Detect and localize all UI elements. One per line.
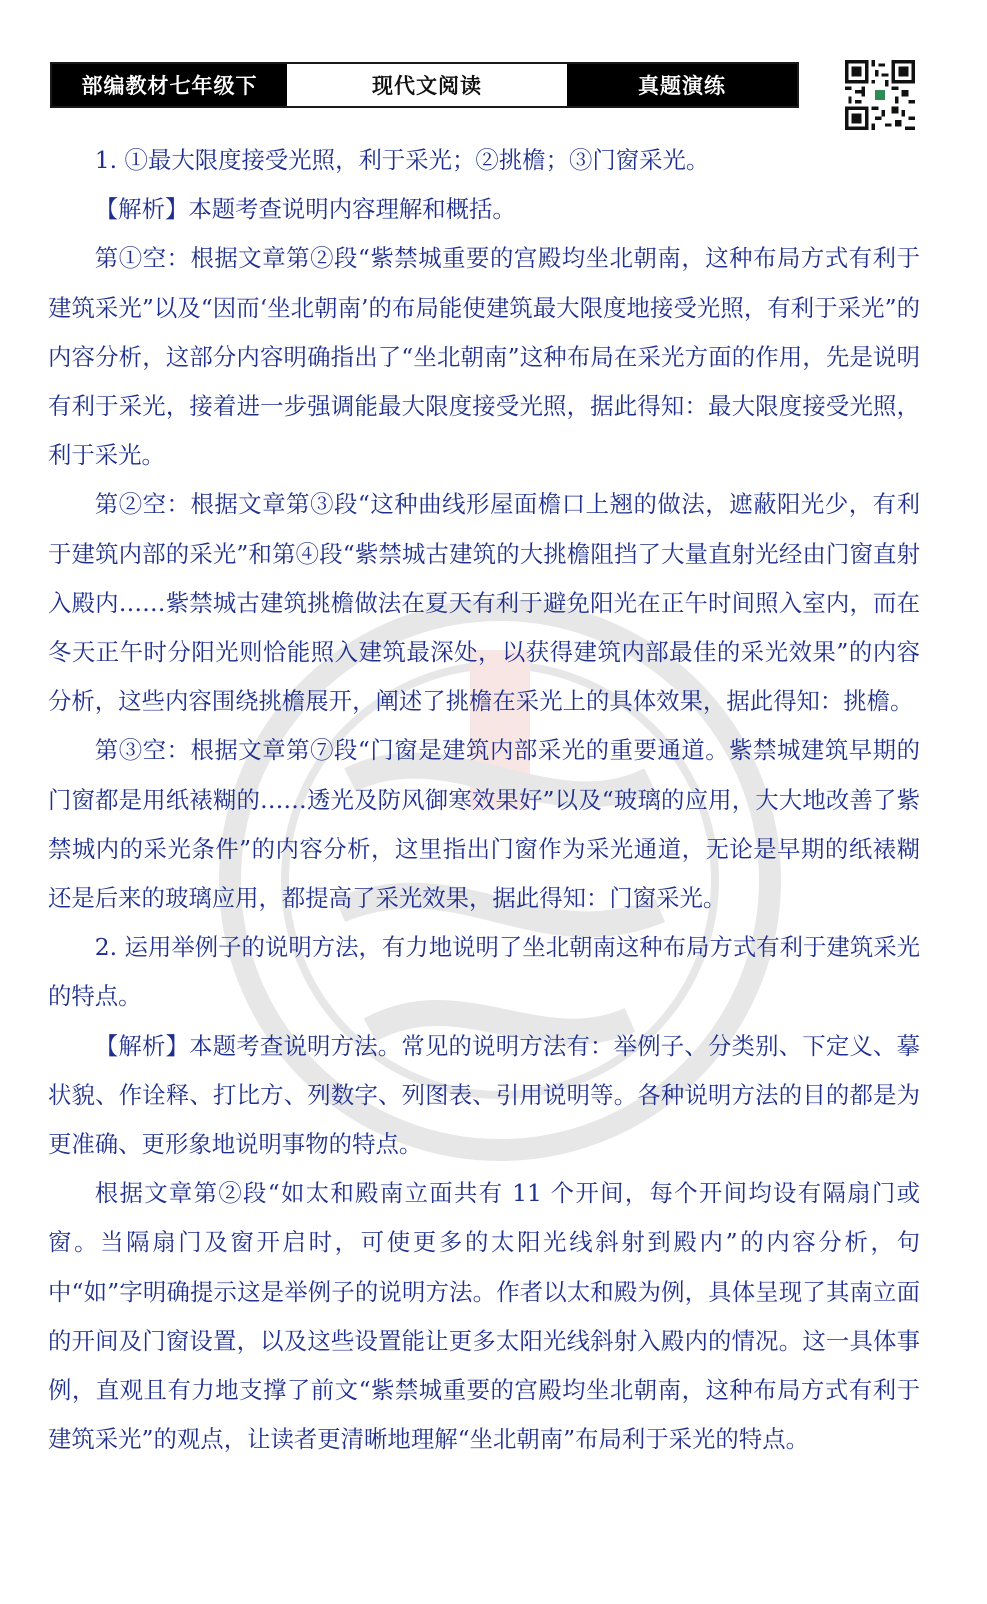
header-grade-label: 部编教材七年级下 [52, 64, 287, 106]
header-subject-label: 现代文阅读 [287, 64, 567, 106]
answer-content [48, 136, 920, 1464]
answer-1: 1. ①最大限度接受光照，利于采光；②挑檐；③门窗采光。 [94, 146, 710, 174]
analysis-1: 【解析】本题考查说明内容理解和概括。 [94, 195, 516, 224]
blank-3-explanation: 第③空：根据文章第⑦段“门窗是建筑内部采光的重要通道。紫禁城建筑早期的门窗都是用纸裱糊的……透光及防风御寒效果好”以及“玻璃的应用，大大地改善了紫禁城内的采光条件”的内容分析，这里指出门窗作为采光通道，无论是早期的纸裱糊还是后来的玻璃应用，都提高了采光效果，据此得知：门窗采光。 [48, 736, 920, 913]
qr-code-icon [845, 60, 915, 130]
answer-2-explanation: 根据文章第②段“如太和殿南立面共有 11 个开间，每个开间均设有隔扇门或窗。当隔扇门及窗开启时，可使更多的太阳光线斜射到殿内”的内容分析，句中“如”字明确提示这是举例子的说明方法。作者以太和殿为例，具体呈现了其南立面的开间及门窗设置，以及这些设置能让更多太阳光线斜射入殿内的情况。这一具体事例，直观且有力地支撑了前文“紫禁城重要的宫殿均坐北朝南，这种布局方式有利于建筑采光”的观点，让读者更清晰地理解“坐北朝南”布局利于采光的特点。 [48, 1179, 920, 1454]
header-bar [50, 62, 799, 108]
answer-2: 2. 运用举例子的说明方法，有力地说明了坐北朝南这种布局方式有利于建筑采光的特点。 [48, 933, 920, 1011]
header-section-label: 真题演练 [567, 64, 797, 106]
blank-2-explanation: 第②空：根据文章第③段“这种曲线形屋面檐口上翘的做法，遮蔽阳光少，有利于建筑内部的采光”和第④段“紫禁城古建筑的大挑檐阻挡了大量直射光经由门窗直射入殿内……紫禁城古建筑挑檐做法在夏天有利于避免阳光在正午时间照入室内，而在冬天正午时分阳光则恰能照入建筑最深处，以获得建筑内部最佳的采光效果”的内容分析，这些内容围绕挑檐展开，阐述了挑檐在采光上的具体效果，据此得知：挑檐。 [48, 490, 920, 716]
blank-1-explanation: 第①空：根据文章第②段“紫禁城重要的宫殿均坐北朝南，这种布局方式有利于建筑采光”以及“因而‘坐北朝南’的布局能使建筑最大限度地接受光照，有利于采光”的内容分析，这部分内容明确指出了“坐北朝南”这种布局在采光方面的作用，先是说明有利于采光，接着进一步强调能最大限度接受光照，据此得知：最大限度接受光照，利于采光。 [48, 244, 920, 470]
analysis-2: 【解析】本题考查说明方法。常见的说明方法有：举例子、分类别、下定义、摹状貌、作诠释、打比方、列数字、列图表、引用说明等。各种说明方法的目的都是为更准确、更形象地说明事物的特点。 [48, 1031, 920, 1159]
